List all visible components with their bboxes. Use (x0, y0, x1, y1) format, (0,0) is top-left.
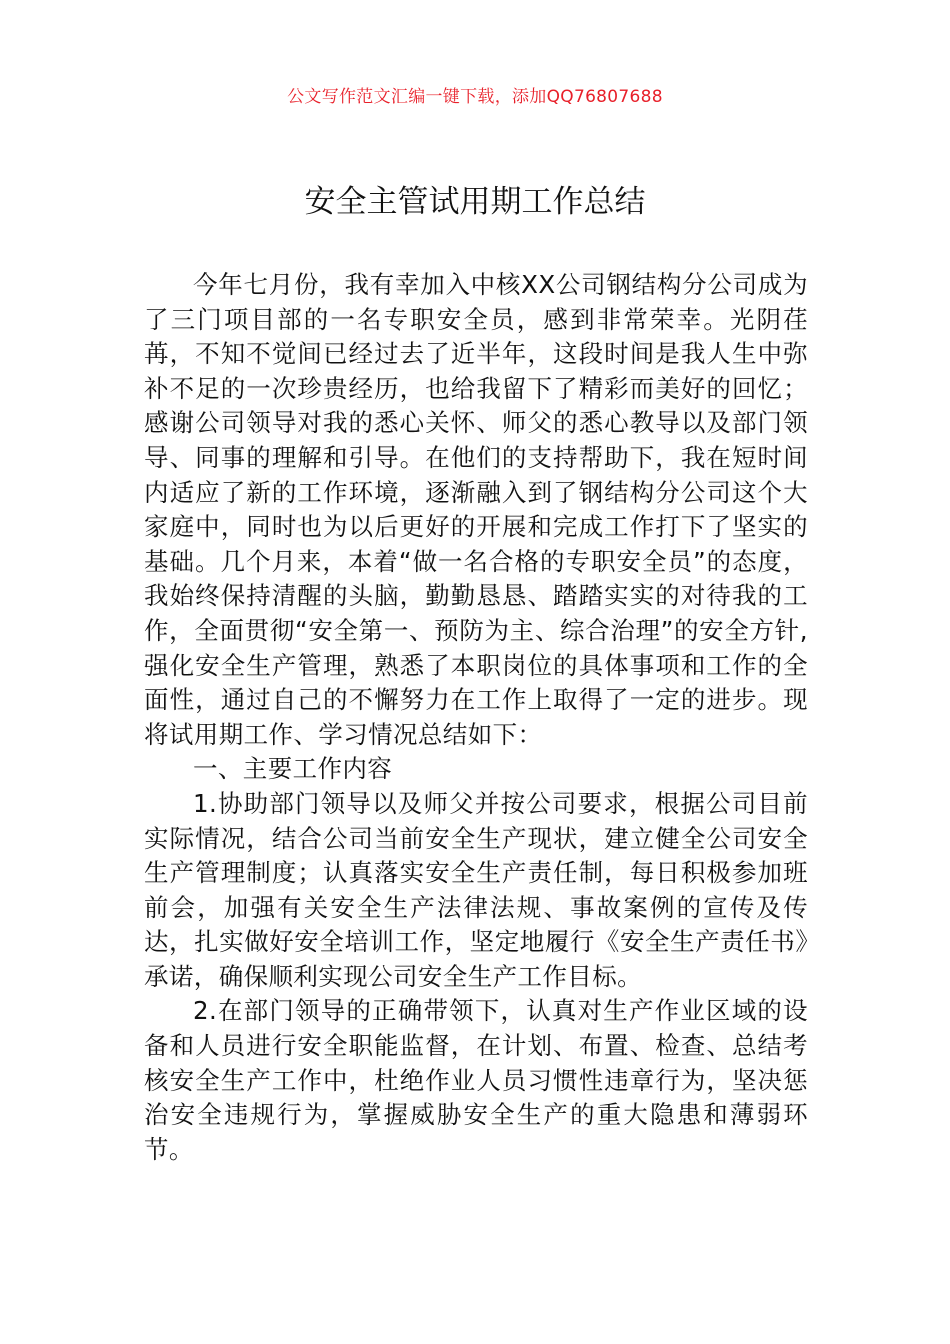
body-paragraph-item-2: 2.在部门领导的正确带领下，认真对生产作业区域的设备和人员进行安全职能监督，在计划、布置、检查、总结考核安全生产工作中，杜绝作业人员习惯性违章行为，坚决惩治安全违规行为，掌握威胁安全生产的重大隐患和薄弱环节。 (144, 996, 808, 1164)
document-title: 安全主管试用期工作总结 (304, 184, 646, 220)
download-notice: 公文写作范文汇编一键下载，添加QQ76807688 (287, 87, 663, 107)
document-body (144, 268, 808, 1167)
body-paragraph-item-1: 1.协助部门领导以及师父并按公司要求，根据公司目前实际情况，结合公司当前安全生产现状，建立健全公司安全生产管理制度；认真落实安全生产责任制，每日积极参加班前会，加强有关安全生产法律法规、事故案例的宣传及传达，扎实做好安全培训工作，坚定地履行《安全生产责任书》承诺，确保顺利实现公司安全生产工作目标。 (144, 788, 808, 991)
section-heading: 一、主要工作内容 (193, 754, 393, 784)
intro-paragraph: 今年七月份，我有幸加入中核XX公司钢结构分公司成为了三门项目部的一名专职安全员，感到非常荣幸。光阴荏苒，不知不觉间已经过去了近半年，这段时间是我人生中弥补不足的一次珍贵经历，也给我留下了精彩而美好的回忆；感谢公司领导对我的悉心关怀、师父的悉心教导以及部门领导、同事的理解和引导。在他们的支持帮助下，我在短时间内适应了新的工作环境，逐渐融入到了钢结构分公司这个大家庭中，同时也为以后更好的开展和完成工作打下了坚实的基础。几个月来，本着“做一名合格的专职安全员”的态度，我始终保持清醒的头脑，勤勤恳恳、踏踏实实的对待我的工作，全面贯彻“安全第一、预防为主、综合治理”的安全方针,强化安全生产管理，熟悉了本职岗位的具体事项和工作的全面性，通过自己的不懈努力在工作上取得了一定的进步。现将试用期工作、学习情况总结如下： (144, 270, 808, 749)
